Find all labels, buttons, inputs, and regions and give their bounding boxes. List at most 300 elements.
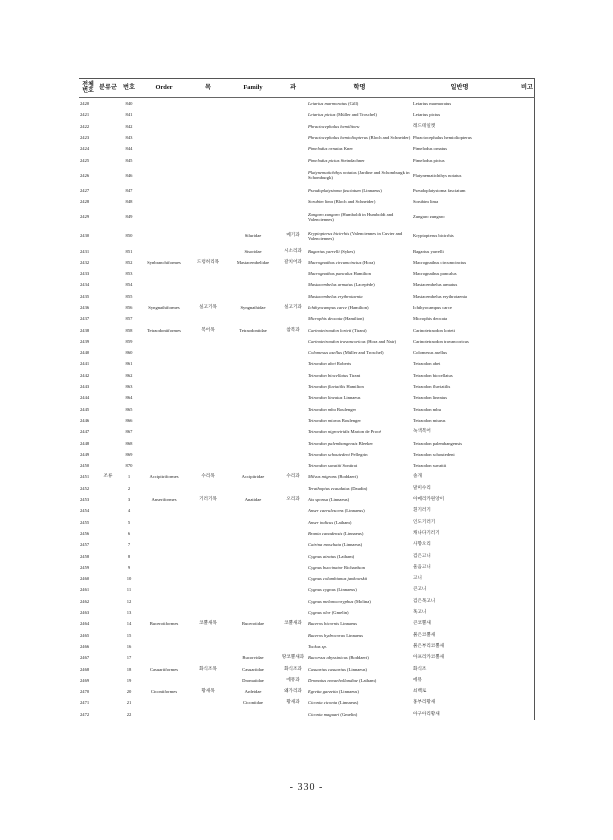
cell-order-kr (189, 381, 227, 392)
cell-family (227, 562, 279, 573)
cell-no: 862 (125, 372, 133, 378)
cell-scientific-name (307, 641, 412, 652)
cell-common-name: Platynematichthys notatus (413, 172, 462, 178)
cell-group (97, 268, 119, 279)
cell-family (227, 449, 279, 460)
cell-common-name: 붉은코뿔새 (413, 632, 436, 638)
cell-scientific-name (307, 709, 412, 720)
cell-no: 22 (126, 711, 132, 717)
cell-no: 19 (126, 677, 132, 683)
cell-remark (507, 109, 535, 120)
scientific-name-genus-species: Microphis deocata (308, 316, 343, 322)
cell-family-kr (279, 143, 307, 154)
cell-scientific-name (307, 663, 412, 674)
cell-common-name: 울음고니 (413, 564, 431, 570)
scientific-name-genus-species: Kryptopterus bicirrhis (308, 230, 350, 236)
cell-family: Bucerotidae (241, 621, 265, 627)
scientific-name-authority: Steindachner (339, 157, 365, 163)
cell-order-kr (189, 143, 227, 154)
table-row (79, 302, 535, 313)
cell-remark (507, 539, 535, 550)
scientific-name-genus-species: Anser caerulescens (308, 508, 344, 514)
cell-order (139, 584, 189, 595)
cell-group (97, 629, 119, 640)
cell-scientific-name (307, 336, 412, 347)
cell-scientific-name (307, 381, 412, 392)
cell-no: 10 (126, 576, 132, 582)
table-row (79, 132, 535, 143)
cell-order (139, 166, 189, 185)
cell-no: 868 (125, 440, 133, 446)
header-no: 번호 (119, 79, 139, 98)
cell-order-kr: 화식조목 (199, 666, 217, 672)
cell-remark (507, 404, 535, 415)
cell-group (97, 618, 119, 629)
cell-order-kr (189, 573, 227, 584)
cell-scientific-name (307, 607, 412, 618)
cell-family: Anatidae (244, 497, 262, 503)
cell-order (139, 539, 189, 550)
cell-total-no: 2436 (80, 305, 90, 310)
cell-family-kr (279, 426, 307, 437)
cell-order (139, 226, 189, 245)
cell-family-kr (279, 539, 307, 550)
table-row (79, 652, 535, 663)
cell-order-kr (189, 437, 227, 448)
table-row (79, 121, 535, 132)
cell-remark (507, 291, 535, 302)
cell-remark (507, 596, 535, 607)
cell-total-no: 2469 (80, 677, 90, 683)
cell-order (139, 381, 189, 392)
cell-remark (507, 437, 535, 448)
cell-no: 13 (126, 610, 132, 616)
cell-family-kr (279, 483, 307, 494)
table-row (79, 313, 535, 324)
cell-common-name: Leiarius marmoratus (413, 101, 452, 107)
table-row (79, 460, 535, 471)
cell-order (139, 437, 189, 448)
scientific-name-genus-species: Tetraodon schoutedeni (308, 451, 350, 457)
cell-family-kr: 코뿔새과 (284, 621, 302, 627)
cell-remark (507, 154, 535, 165)
cell-no: 850 (125, 233, 133, 239)
scientific-name-genus-species: Tetraodon palembangensis (308, 440, 358, 446)
cell-total-no: 2444 (80, 395, 90, 401)
scientific-name-authority: (Humboldt in Humboldt and Valenciennes) (308, 211, 394, 222)
cell-family-kr (279, 313, 307, 324)
cell-remark (507, 652, 535, 663)
cell-order-kr (189, 562, 227, 573)
cell-total-no: 2467 (80, 655, 90, 661)
cell-family-kr: 화식조과 (284, 666, 302, 672)
cell-order (139, 313, 189, 324)
cell-family-kr (279, 185, 307, 196)
cell-group (97, 324, 119, 335)
cell-order-kr: 수리목 (201, 474, 215, 480)
cell-order (139, 268, 189, 279)
cell-total-no: 2465 (80, 632, 90, 638)
cell-family-kr (279, 347, 307, 358)
cell-order (139, 245, 189, 256)
cell-remark (507, 449, 535, 460)
cell-total-no: 2429 (80, 214, 90, 220)
cell-order (139, 675, 189, 686)
cell-no: 21 (126, 700, 132, 706)
cell-common-name: Mastacembelus erythrotaenia (413, 293, 467, 299)
cell-family-kr: 땅코뿔새과 (281, 655, 305, 661)
cell-family (227, 98, 279, 110)
table-row (79, 584, 535, 595)
cell-family-kr (279, 596, 307, 607)
scientific-name-authority: (Hora) (361, 259, 375, 265)
cell-group (97, 437, 119, 448)
cell-group: 조류 (103, 474, 113, 480)
cell-order (139, 460, 189, 471)
cell-total-no: 2441 (80, 361, 90, 367)
cell-total-no: 2424 (80, 146, 90, 152)
scientific-name-genus-species: Cygnus columbianus jankowskii (308, 576, 368, 582)
scientific-name-authority: (Daudin) (349, 485, 368, 491)
cell-order-kr (189, 347, 227, 358)
page-number: - 330 - (289, 782, 324, 793)
cell-order (139, 709, 189, 720)
cell-order-kr (189, 426, 227, 437)
cell-common-name: 화식조 (413, 666, 427, 672)
cell-family: Accipitridae (241, 474, 265, 480)
scientific-name-genus-species: Tetraodon biocellatus (308, 372, 349, 378)
cell-group (97, 196, 119, 207)
scientific-name-genus-species: Cygnus melanocoryphus (308, 598, 354, 604)
cell-no: 857 (125, 316, 133, 322)
cell-total-no: 2422 (80, 123, 90, 129)
cell-family: Syngnathidae (240, 305, 266, 310)
cell-family (227, 505, 279, 516)
cell-group (97, 302, 119, 313)
cell-scientific-name (307, 185, 412, 196)
cell-no: 852 (125, 259, 133, 265)
cell-common-name: 큰고니 (413, 587, 427, 593)
cell-family: Bucorvidae (242, 655, 264, 661)
cell-order (139, 415, 189, 426)
table-row (79, 641, 535, 652)
cell-family (227, 336, 279, 347)
cell-remark (507, 663, 535, 674)
cell-total-no: 2439 (80, 338, 90, 344)
scientific-name-genus-species: Pimelodus pictus (308, 157, 340, 163)
cell-order-kr (189, 279, 227, 290)
scientific-name-genus-species: Tetraodon suvattii (308, 463, 342, 469)
cell-total-no: 2443 (80, 384, 90, 390)
cell-remark (507, 207, 535, 226)
cell-family (227, 370, 279, 381)
cell-order (139, 573, 189, 584)
cell-common-name: 검은목고니 (413, 598, 436, 604)
scientific-name-genus-species: Anser indicus (308, 519, 334, 525)
cell-no: 860 (125, 350, 133, 356)
cell-total-no: 2461 (80, 587, 90, 593)
cell-order: Accipitriformes (149, 474, 179, 480)
header-family-kr: 과 (279, 79, 307, 98)
header-scientific-name: 학명 (307, 79, 412, 98)
cell-remark (507, 562, 535, 573)
cell-scientific-name (307, 629, 412, 640)
scientific-name-authority: Hamilton (345, 384, 364, 390)
cell-remark (507, 517, 535, 528)
cell-group (97, 226, 119, 245)
cell-scientific-name (307, 370, 412, 381)
cell-group (97, 98, 119, 110)
cell-order-kr (189, 629, 227, 640)
cell-scientific-name (307, 686, 412, 697)
table-row (79, 663, 535, 674)
cell-common-name: Kryptopterus bicirrhis (413, 233, 454, 239)
cell-group (97, 185, 119, 196)
cell-common-name: 솔개 (413, 474, 422, 480)
cell-common-name: 인도기러기 (413, 519, 436, 525)
cell-scientific-name (307, 154, 412, 165)
cell-scientific-name (307, 98, 412, 110)
cell-total-no: 2445 (80, 406, 90, 412)
scientific-name-authority: (Linnaeus) (337, 689, 359, 695)
header-order: Order (139, 79, 189, 98)
table-row (79, 336, 535, 347)
cell-remark (507, 618, 535, 629)
cell-family-kr (279, 449, 307, 460)
cell-group (97, 675, 119, 686)
cell-order-kr (189, 196, 227, 207)
cell-common-name: Carinotetraodon travancoricus (413, 338, 469, 344)
cell-order: Synbranchiformes (147, 259, 181, 265)
cell-order-kr (189, 291, 227, 302)
cell-no: 840 (125, 101, 133, 107)
cell-family-kr (279, 196, 307, 207)
scientific-name-authority: Linnaeus (345, 632, 364, 638)
table-row (79, 185, 535, 196)
cell-family: Ardeidae (244, 689, 262, 695)
cell-order (139, 629, 189, 640)
cell-scientific-name (307, 449, 412, 460)
table-row (79, 471, 535, 482)
cell-total-no: 2434 (80, 282, 90, 288)
cell-total-no: 2421 (80, 112, 90, 118)
cell-family-kr: 왜가리과 (284, 689, 302, 695)
table-row (79, 494, 535, 505)
cell-family (227, 517, 279, 528)
cell-order (139, 98, 189, 110)
cell-group (97, 607, 119, 618)
cell-order-kr (189, 584, 227, 595)
cell-scientific-name (307, 584, 412, 595)
cell-remark (507, 302, 535, 313)
cell-group (97, 358, 119, 369)
table-row (79, 697, 535, 708)
scientific-name-authority: Richardson (342, 564, 365, 570)
cell-scientific-name (307, 539, 412, 550)
cell-no: 2 (127, 485, 131, 491)
table-row (79, 562, 535, 573)
cell-scientific-name (307, 550, 412, 561)
cell-total-no: 2420 (80, 101, 90, 107)
cell-order (139, 154, 189, 165)
cell-order-kr (189, 505, 227, 516)
cell-order (139, 370, 189, 381)
cell-family (227, 539, 279, 550)
cell-family (227, 132, 279, 143)
cell-scientific-name (307, 471, 412, 482)
cell-no: 858 (125, 327, 133, 333)
cell-remark (507, 584, 535, 595)
cell-common-name: 녹색복어 (413, 429, 431, 435)
cell-order-kr (189, 517, 227, 528)
table-row (79, 404, 535, 415)
cell-family (227, 347, 279, 358)
cell-order-kr (189, 245, 227, 256)
cell-order-kr: 황새목 (201, 689, 215, 695)
scientific-name-authority: (Linnaeus) (342, 530, 364, 536)
scientific-name-authority: Boulenger (340, 417, 361, 423)
cell-remark (507, 268, 535, 279)
cell-total-no: 2425 (80, 157, 90, 163)
cell-group (97, 517, 119, 528)
cell-group (97, 381, 119, 392)
cell-group (97, 404, 119, 415)
cell-no: 853 (125, 271, 133, 277)
cell-order-kr (189, 154, 227, 165)
cell-no: 870 (125, 463, 133, 469)
cell-no: 851 (125, 248, 133, 254)
cell-total-no: 2430 (80, 233, 90, 239)
cell-common-name: 아메리카원앙이 (413, 497, 445, 503)
cell-order (139, 517, 189, 528)
table-row (79, 573, 535, 584)
cell-total-no: 2450 (80, 463, 90, 469)
cell-total-no: 2455 (80, 519, 90, 525)
cell-remark (507, 483, 535, 494)
cell-no: 17 (126, 655, 132, 661)
scientific-name-authority: (Linnaeus) (345, 666, 367, 672)
cell-family-kr (279, 415, 307, 426)
cell-scientific-name (307, 268, 412, 279)
cell-family-kr (279, 607, 307, 618)
cell-family: Ciconiidae (243, 700, 263, 706)
scientific-name-genus-species: Aix sponsa (308, 497, 329, 503)
cell-remark (507, 358, 535, 369)
table-row (79, 437, 535, 448)
cell-scientific-name (307, 573, 412, 584)
cell-family (227, 207, 279, 226)
cell-family-kr (279, 460, 307, 471)
table-row (79, 528, 535, 539)
cell-total-no: 2471 (80, 700, 90, 706)
cell-common-name: 붉은부리코뿔새 (413, 643, 445, 649)
cell-family (227, 550, 279, 561)
cell-order: Syngnathiformes (148, 305, 180, 310)
scientific-name-authority: (Hamilton) (347, 305, 369, 310)
scientific-name-genus-species: Ichthyocampus carce (308, 305, 347, 310)
cell-scientific-name (307, 196, 412, 207)
cell-remark (507, 336, 535, 347)
scientific-name-genus-species: Buceros bicornis (308, 621, 340, 627)
cell-scientific-name (307, 279, 412, 290)
cell-scientific-name (307, 426, 412, 437)
scientific-name-authority: (Linnaeus) (337, 700, 359, 706)
table-row (79, 539, 535, 550)
cell-common-name: Leiarius pictus (413, 112, 441, 118)
scientific-name-genus-species: Casuarius casuarius (308, 666, 346, 672)
cell-total-no: 2446 (80, 417, 90, 423)
cell-no: 864 (125, 395, 133, 401)
cell-order-kr (189, 483, 227, 494)
scientific-name-authority: Bleeker (357, 440, 373, 446)
cell-common-name: Colomesus asellus (413, 350, 448, 356)
cell-family (227, 196, 279, 207)
cell-remark (507, 226, 535, 245)
cell-common-name: Pseudoplatystoma fasciatum (413, 187, 466, 193)
cell-remark (507, 629, 535, 640)
cell-order (139, 109, 189, 120)
species-table (79, 78, 535, 720)
scientific-name-authority: (Gill) (346, 101, 359, 107)
scientific-name-genus-species: Cygnus atratus (308, 553, 336, 559)
cell-no: 867 (125, 429, 133, 435)
cell-order (139, 528, 189, 539)
table-row (79, 268, 535, 279)
cell-total-no: 2451 (80, 474, 90, 480)
cell-total-no: 2432 (80, 259, 90, 265)
table-row (79, 426, 535, 437)
header-total-no: 전체 번호 (79, 79, 97, 98)
cell-order-kr (189, 313, 227, 324)
cell-total-no: 2459 (80, 564, 90, 570)
cell-family-kr (279, 584, 307, 595)
cell-no: 843 (125, 135, 133, 141)
cell-order (139, 505, 189, 516)
cell-order-kr: 코뿔새목 (199, 621, 217, 627)
species-table-page (79, 78, 535, 720)
cell-common-name: 고니 (413, 576, 422, 582)
cell-family (227, 573, 279, 584)
cell-total-no: 2435 (80, 293, 90, 299)
cell-order (139, 132, 189, 143)
cell-family (227, 629, 279, 640)
cell-remark (507, 185, 535, 196)
cell-no: 845 (125, 157, 133, 163)
scientific-name-genus-species: Ciconia ciconia (308, 700, 338, 706)
cell-family-kr: 갈치어과 (284, 259, 302, 265)
cell-order-kr (189, 226, 227, 245)
cell-family-kr (279, 98, 307, 110)
cell-no: 854 (125, 282, 133, 288)
cell-order-kr (189, 539, 227, 550)
cell-no: 849 (125, 214, 133, 220)
cell-total-no: 2427 (80, 187, 90, 193)
cell-remark (507, 426, 535, 437)
scientific-name-authority: Kner (342, 146, 353, 152)
cell-family (227, 268, 279, 279)
cell-order-kr (189, 652, 227, 663)
cell-common-name: 큰코뿔새 (413, 621, 431, 627)
scientific-name-authority: (Müller and Troschel) (342, 350, 384, 356)
cell-common-name: Tetraodon abei (413, 361, 441, 367)
cell-remark (507, 505, 535, 516)
cell-scientific-name (307, 392, 412, 403)
cell-common-name: Carinotetraodon lorteti (413, 327, 455, 333)
cell-family-kr (279, 550, 307, 561)
cell-remark (507, 196, 535, 207)
cell-order-kr: 드렁허리목 (196, 259, 220, 265)
cell-order-kr (189, 449, 227, 460)
